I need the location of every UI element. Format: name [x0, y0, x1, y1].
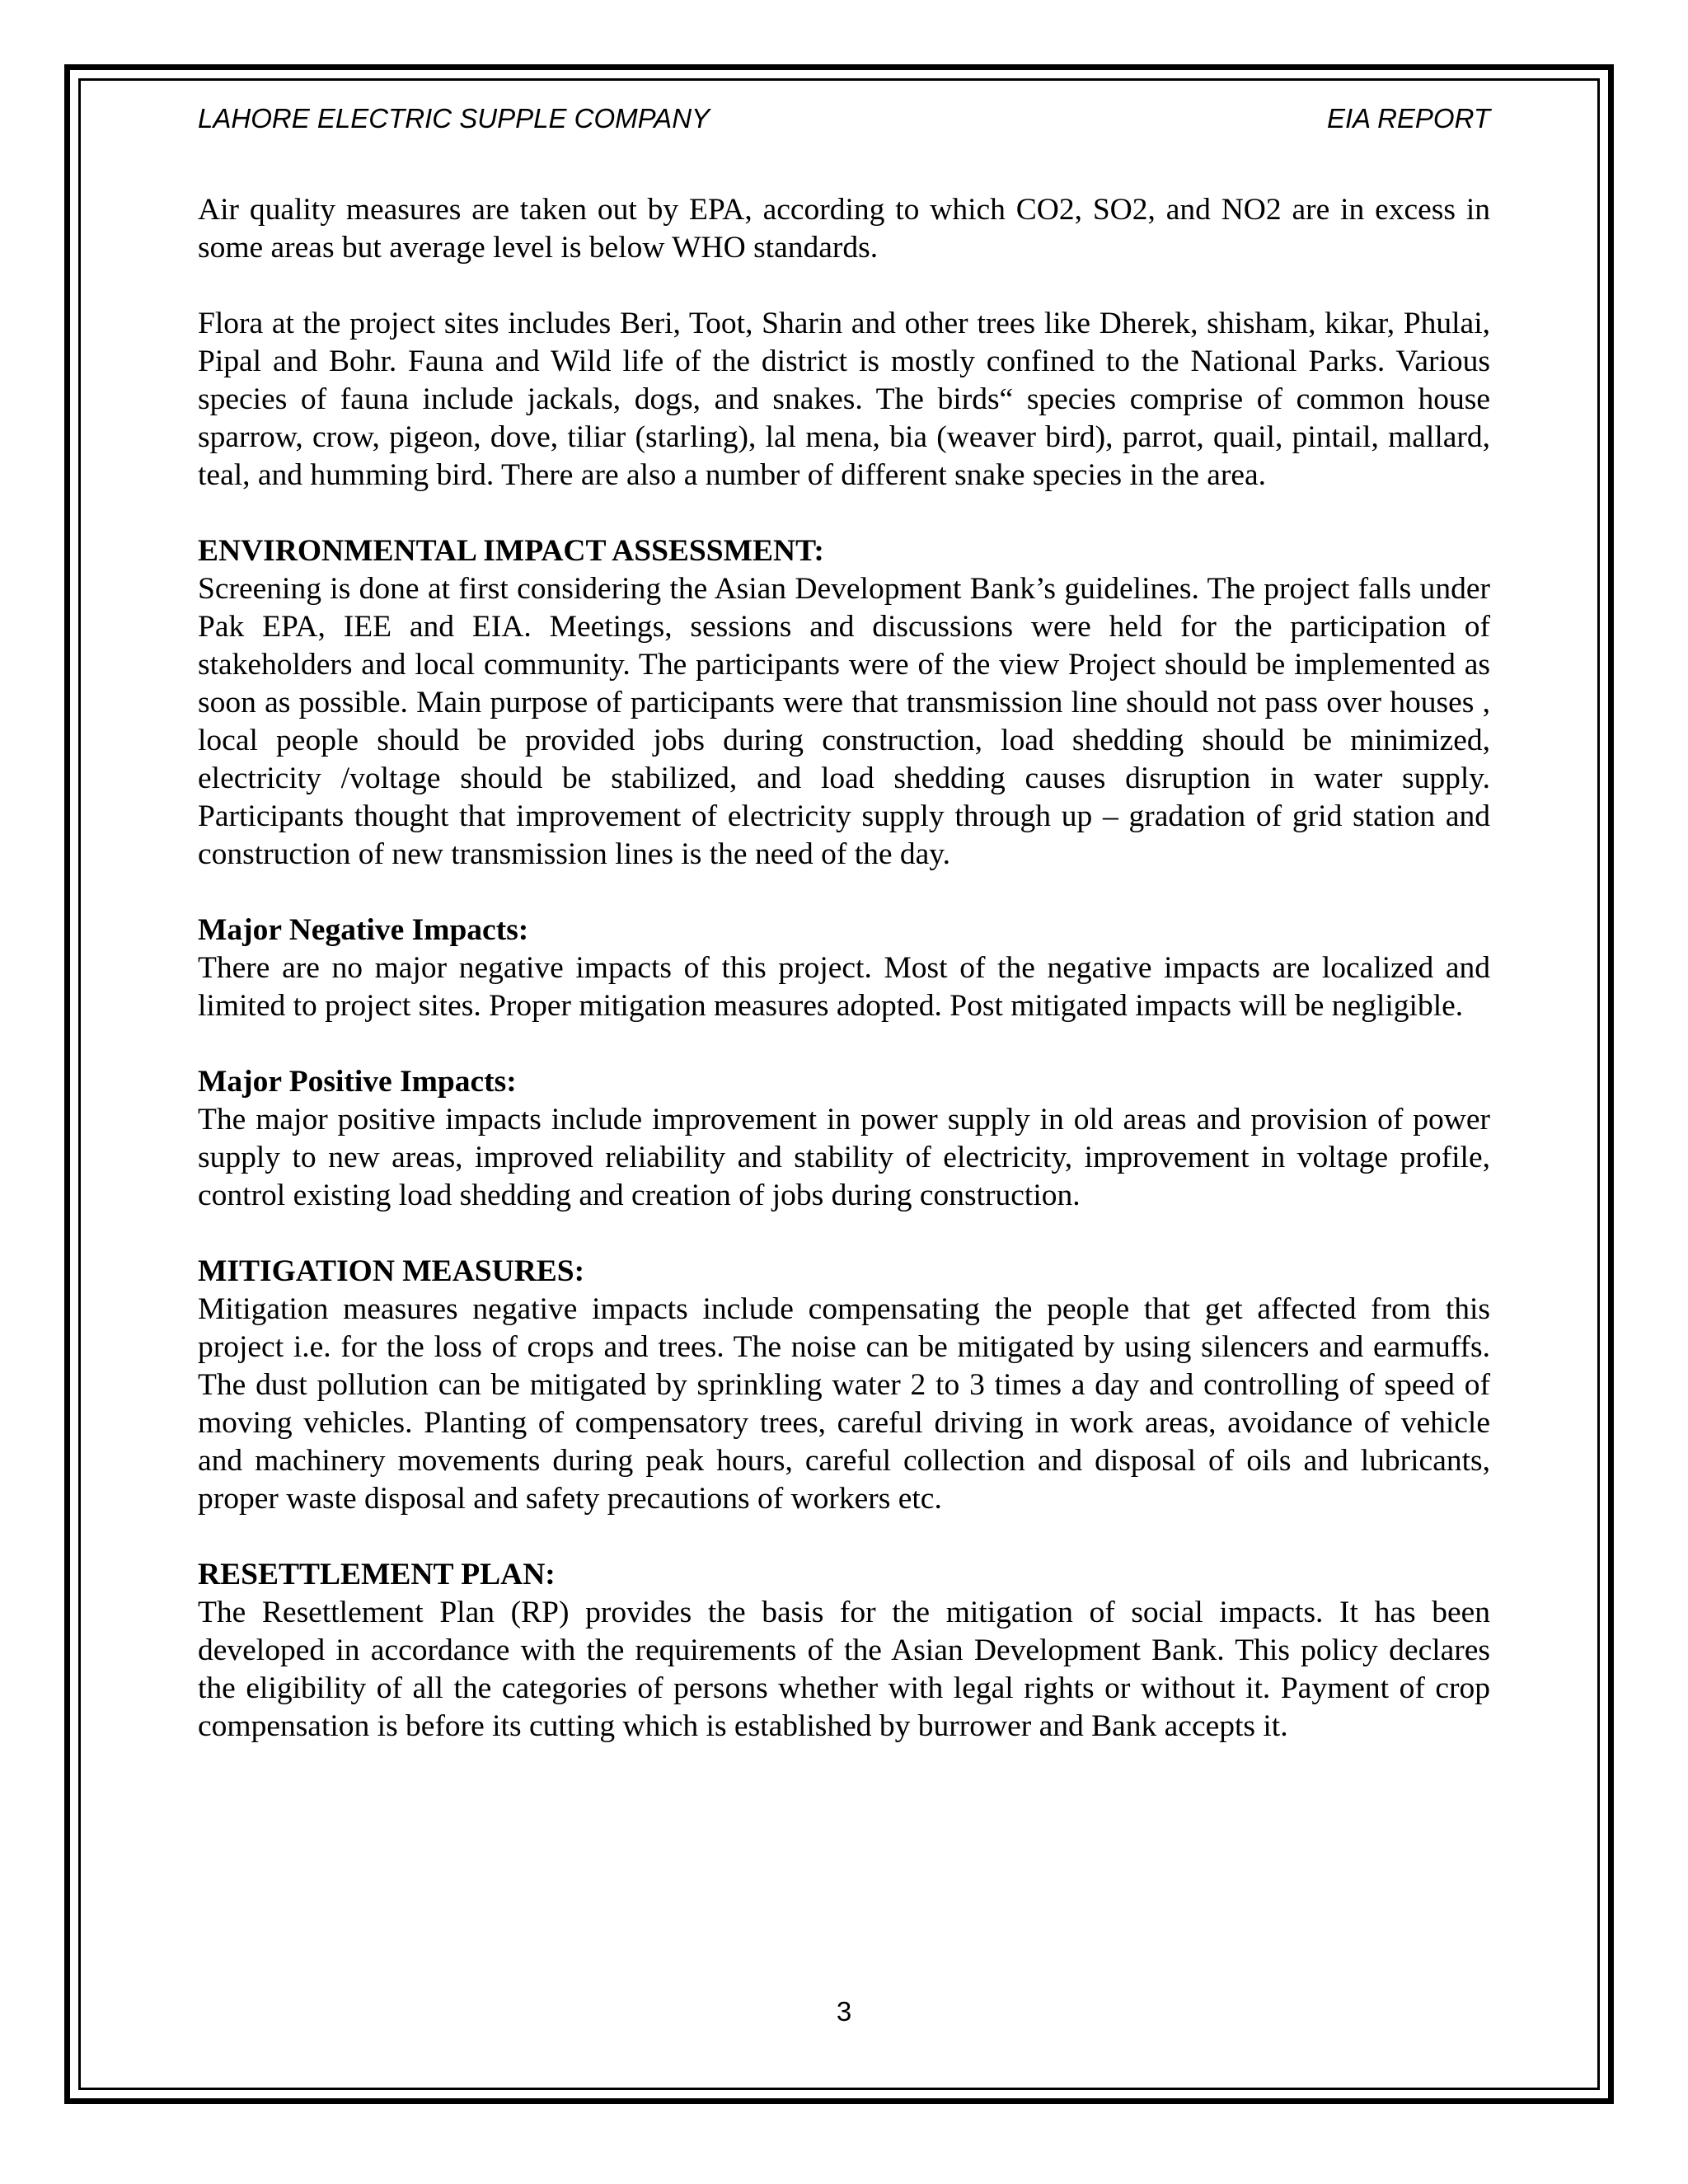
section-heading-positive-impacts: Major Positive Impacts: [198, 1065, 517, 1099]
section-heading-eia: ENVIRONMENTAL IMPACT ASSESSMENT: [198, 534, 824, 568]
section-heading-mitigation: MITIGATION MEASURES: [198, 1254, 585, 1288]
header-report-title: EIA REPORT [1326, 103, 1490, 134]
section-heading-negative-impacts: Major Negative Impacts: [198, 913, 529, 947]
section-body-eia: Screening is done at first considering the Asian Development Bank’s guidelines. The project falls under Pak EPA, IEE and EIA. Meetings, sessions and discussions were held for the participation of stakeholders and local community. The participants were of the view Project should be implemented as soon as possible. Main purpose of participants were that transmission line should not pass over houses , local people should be provided jobs during construction, load shedding should be minimized, electricity /voltage should be stabilized, and load shedding causes disruption in water supply. Participants thought that improvement of electricity supply through up – gradation of grid station and construction of new transmission lines is the need of the day. [198, 572, 1490, 871]
page-header [198, 103, 1490, 139]
page-content [198, 191, 1490, 1783]
header-company-name: LAHORE ELECTRIC SUPPLE COMPANY [198, 103, 710, 134]
section-body-negative-impacts: There are no major negative impacts of this project. Most of the negative impacts are localized and limited to project sites. Proper mitigation measures adopted. Post mitigated impacts will be negligible. [198, 951, 1490, 1023]
paragraph-air-quality: Air quality measures are taken out by EPA, according to which CO2, SO2, and NO2 are in excess in some areas but average level is below WHO standards. [198, 193, 1490, 265]
section-body-mitigation: Mitigation measures negative impacts include compensating the people that get affected from this project i.e. for the loss of crops and trees. The noise can be mitigated by using silencers and earmuffs. The dust pollution can be mitigated by sprinkling water 2 to 3 times a day and controlling of speed of moving vehicles. Planting of compensatory trees, careful driving in work areas, avoidance of vehicle and machinery movements during peak hours, careful collection and disposal of oils and lubricants, proper waste disposal and safety precautions of workers etc. [198, 1292, 1490, 1516]
section-heading-resettlement: RESETTLEMENT PLAN: [198, 1558, 556, 1591]
section-body-resettlement: The Resettlement Plan (RP) provides the basis for the mitigation of social impacts. It has been developed in accordance with the requirements of the Asian Development Bank. This policy declares the eligibility of all the categories of persons whether with legal rights or without it. Payment of crop compensation is before its cutting which is established by burrower and Bank accepts it. [198, 1596, 1490, 1743]
paragraph-flora-fauna: Flora at the project sites includes Beri, Toot, Sharin and other trees like Dherek, shisham, kikar, Phulai, Pipal and Bohr. Fauna and Wild life of the district is mostly confined to the National Parks. Various species of fauna include jackals, dogs, and snakes. The birds“ species comprise of common house sparrow, crow, pigeon, dove, tiliar (starling), lal mena, bia (weaver bird), parrot, quail, pintail, mallard, teal, and humming bird. There are also a number of different snake species in the area. [198, 307, 1490, 492]
page-number: 3 [836, 1996, 852, 2027]
section-body-positive-impacts: The major positive impacts include improvement in power supply in old areas and provision of power supply to new areas, improved reliability and stability of electricity, improvement in voltage profile, control existing load shedding and creation of jobs during construction. [198, 1103, 1490, 1212]
